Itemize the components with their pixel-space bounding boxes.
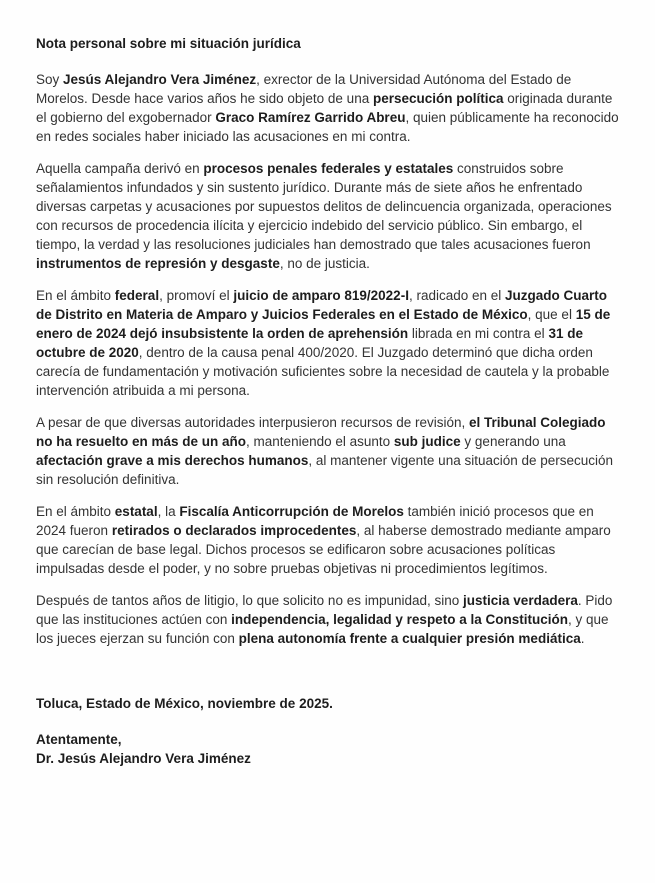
paragraph — [36, 70, 625, 146]
body-text: , la — [157, 504, 180, 519]
paragraph — [36, 159, 625, 273]
body-text: construidos sobre señalamientos infundados y sin sustento jurídico. Durante más de siete años he enfrentado diversas carpetas y acusaciones por supuestos delitos de delincuencia organizada, operaciones con recursos de procedencia ilícita y ejercicio indebido del servicio público. Sin embargo, el tiempo, la verdad y las resoluciones judiciales han demostrado que tales acusaciones fueron — [36, 161, 612, 252]
dateline: Toluca, Estado de México, noviembre de 2025. — [36, 696, 333, 711]
emphasis-text: plena autonomía frente a cualquier presión mediática — [238, 631, 581, 646]
emphasis-text: 15 de enero de 2024 dejó insubsistente la orden de aprehensión — [36, 307, 611, 341]
body-text: , que el — [527, 307, 576, 322]
closing-block — [36, 730, 625, 768]
emphasis-text: el Tribunal Colegiado no ha resuelto en más de un año — [36, 415, 606, 449]
paragraph — [36, 502, 625, 578]
body-text: . — [580, 631, 585, 646]
emphasis-text: procesos penales federales y estatales — [203, 161, 454, 176]
paragraph — [36, 413, 625, 489]
body-text: y generando una — [460, 434, 566, 449]
emphasis-text: independencia, legalidad y respeto a la Constitución — [231, 612, 568, 627]
body-text: , manteniendo el asunto — [246, 434, 394, 449]
body-text: , radicado en el — [408, 288, 506, 303]
emphasis-text: Fiscalía Anticorrupción de Morelos — [179, 504, 404, 519]
emphasis-text: instrumentos de represión y desgaste — [36, 256, 280, 271]
closing-salutation: Atentamente, — [36, 732, 122, 747]
body-text: . Pido que las instituciones actúen con — [36, 593, 613, 627]
body-text: , al mantener vigente una situación de persecución sin resolución definitiva. — [36, 453, 614, 487]
body-text: Aquella campaña derivó en — [36, 161, 204, 176]
emphasis-text: federal — [114, 288, 160, 303]
body-text: En el ámbito — [36, 504, 115, 519]
emphasis-text: sub judice — [393, 434, 461, 449]
emphasis-text: juicio de amparo 819/2022-I — [233, 288, 409, 303]
body-text: también inició procesos que en 2024 fueron — [36, 504, 594, 538]
body-text: , al haberse demostrado mediante amparo que carecían de base legal. Dichos procesos se edificaron sobre acusaciones políticas impulsadas desde el poder, y no sobre pruebas objetivas ni procedimientos legítimos. — [36, 523, 611, 576]
emphasis-text: afectación grave a mis derechos humanos — [36, 453, 309, 468]
emphasis-text: 31 de octubre de 2020 — [36, 326, 583, 360]
body-text: , y que los jueces ejerzan su función con — [36, 612, 609, 646]
signature-name: Dr. Jesús Alejandro Vera Jiménez — [36, 751, 251, 766]
paragraph — [36, 286, 625, 400]
emphasis-text: Juzgado Cuarto de Distrito en Materia de Amparo y Juicios Federales en el Estado de México — [36, 288, 608, 322]
emphasis-text: persecución política — [372, 91, 504, 106]
body-text: originada durante el gobierno del exgobernador — [36, 91, 613, 125]
document-title: Nota personal sobre mi situación jurídica — [36, 36, 301, 51]
body-text: , quien públicamente ha reconocido en redes sociales haber iniciado las acusaciones en mi contra. — [36, 110, 619, 144]
emphasis-text: Graco Ramírez Garrido Abreu — [215, 110, 406, 125]
body-text: , promoví el — [159, 288, 234, 303]
emphasis-text: retirados o declarados improcedentes — [111, 523, 357, 538]
body-text: , no de justicia. — [279, 256, 370, 271]
emphasis-text: justicia verdadera — [463, 593, 578, 608]
body-text: Después de tantos años de litigio, lo que solicito no es impunidad, sino — [36, 593, 464, 608]
paragraph — [36, 591, 625, 648]
body-text: Soy — [36, 72, 64, 87]
body-text: , dentro de la causa penal 400/2020. El Juzgado determinó que dicha orden carecía de fundamentación y motivación suficientes sobre la necesidad de cautela y la probable intervención atribuida a mi persona. — [36, 345, 610, 398]
document-body — [36, 70, 625, 648]
emphasis-text: estatal — [114, 504, 158, 519]
body-text: En el ámbito — [36, 288, 115, 303]
body-text: librada en mi contra el — [408, 326, 549, 341]
body-text: , exrector de la Universidad Autónoma del Estado de Morelos. Desde hace varios años he sido objeto de una — [36, 72, 572, 106]
body-text: A pesar de que diversas autoridades interpusieron recursos de revisión, — [36, 415, 469, 430]
emphasis-text: Jesús Alejandro Vera Jiménez — [63, 72, 257, 87]
